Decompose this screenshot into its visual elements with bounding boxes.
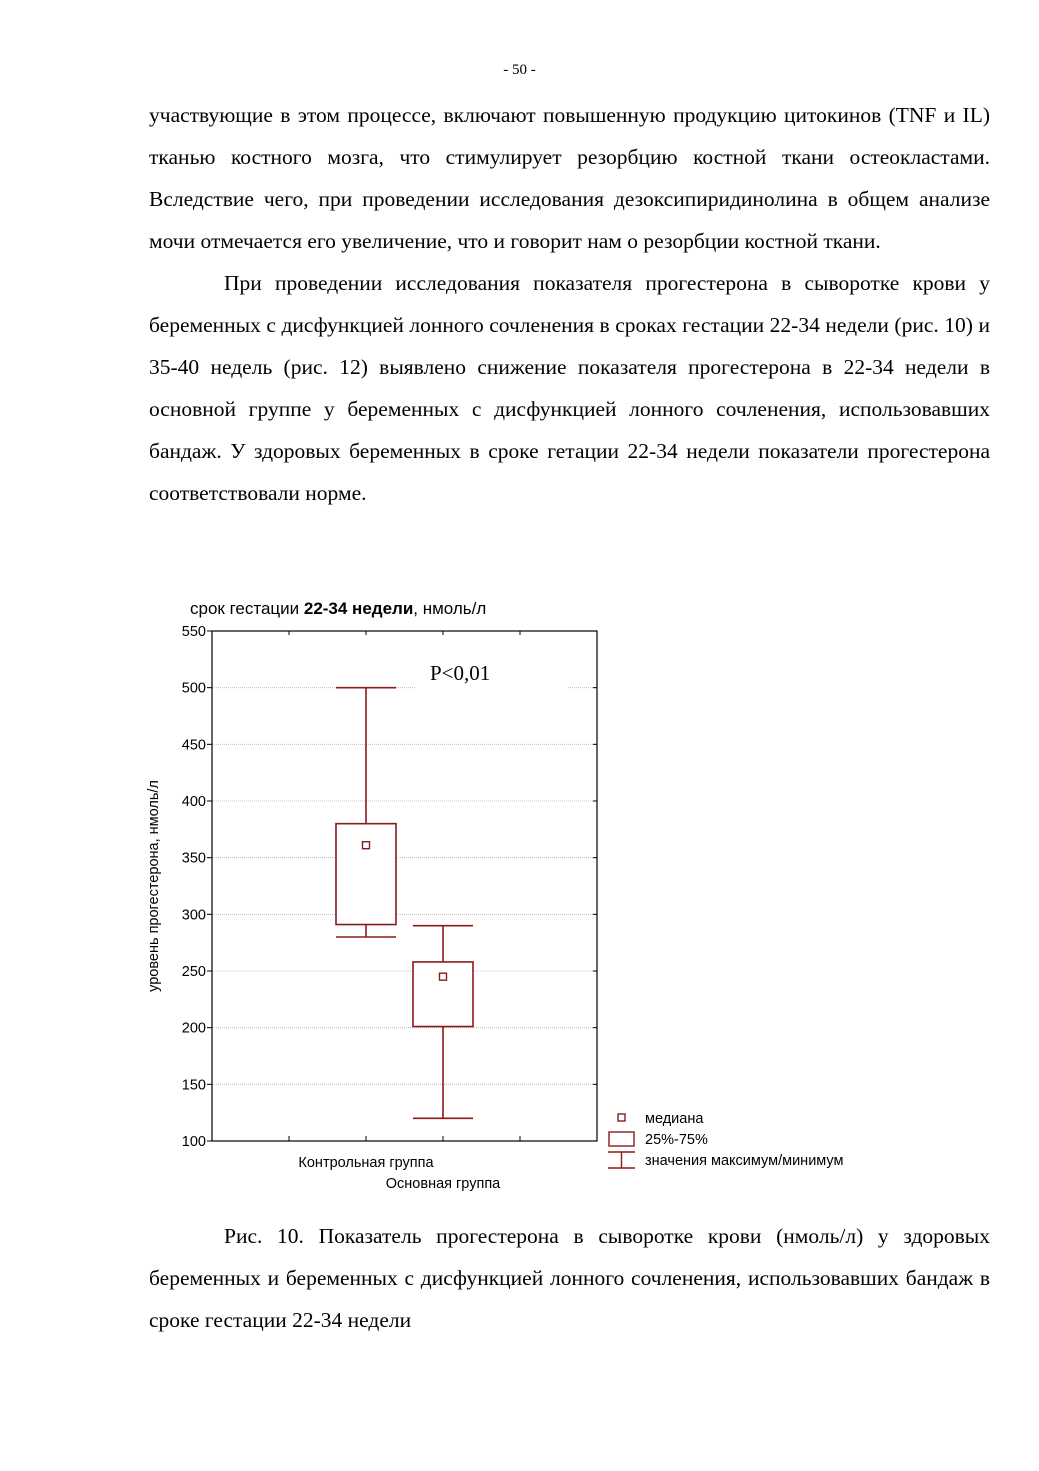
legend-label: значения максимум/минимум [645, 1153, 844, 1169]
chart-svg [130, 590, 910, 1200]
box-group [413, 926, 473, 1119]
y-tick-label: 250 [181, 964, 206, 980]
body-text [149, 94, 990, 514]
y-tick-label: 550 [181, 624, 206, 640]
p-value-annotation: P<0,01 [430, 661, 491, 685]
legend-label: 25%-75% [645, 1132, 708, 1148]
box-layer [336, 688, 473, 1119]
x-category-label: Контрольная группа [298, 1155, 434, 1171]
whisker-icon [608, 1152, 635, 1168]
box-icon-shape [609, 1132, 634, 1146]
legend [608, 1111, 843, 1169]
iqr-box [336, 824, 396, 925]
chart-title-bold: 22-34 недели [303, 599, 414, 618]
chart-title-prefix: срок гестации [190, 599, 304, 618]
y-axis-label: уровень прогестерона, нмоль/л [146, 780, 162, 992]
page-number: - 50 - [503, 62, 536, 78]
median-icon [618, 1114, 625, 1121]
y-tick-label: 150 [181, 1077, 206, 1094]
paragraph-2: При проведении исследования показателя прогестерона в сыворотке крови у беременных с дисфункцией лонного сочленения в сроках гестации 22-34 недели (рис. 10) и 35-40 недель (рис. 12) выявлено снижение показателя прогестерона в 22-34 недели в основной группе у беременных с дисфункцией лонного сочленения, использовавших бандаж. У здоровых беременных в сроке гетации 22-34 недели показатели прогестерона соответствовали норме. [149, 271, 990, 505]
y-tick-label: 350 [181, 850, 206, 867]
y-tick-label: 400 [181, 794, 206, 810]
chart-title [190, 599, 486, 618]
y-tick-label: 500 [181, 680, 206, 697]
iqr-box [413, 962, 473, 1027]
progesterone-boxplot [130, 590, 910, 1200]
y-tick-label: 300 [181, 907, 206, 924]
median-marker [363, 842, 370, 849]
box-group [336, 688, 396, 937]
legend-item [609, 1132, 708, 1148]
grid-layer [212, 688, 597, 1085]
legend-label: медиана [645, 1111, 704, 1127]
legend-item [608, 1152, 843, 1169]
chart-title-suffix: , нмоль/л [413, 599, 487, 618]
figure-caption: Рис. 10. Показатель прогестерона в сыворотке крови (нмоль/л) у здоровых беременных и беременных с дисфункцией лонного сочленения, использовавших бандаж в сроке гестации 22-34 недели [149, 1224, 990, 1332]
median-marker [440, 973, 447, 980]
box-icon [609, 1132, 634, 1146]
y-tick-label: 100 [181, 1134, 206, 1150]
legend-item [618, 1111, 704, 1127]
y-tick-label: 200 [181, 1020, 206, 1037]
x-category-label: Основная группа [385, 1176, 501, 1192]
plot-frame [212, 631, 597, 1141]
y-tick-label: 450 [181, 737, 206, 754]
paragraph-1: участвующие в этом процессе, включают повышенную продукцию цитокинов (TNF и IL) тканью костного мозга, что стимулирует резорбцию костной ткани остеокластами. Вследствие чего, при проведении исследования дезоксипиридинолина в общем анализе мочи отмечается его увеличение, что и говорит нам о резорбции костной ткани. [149, 103, 990, 253]
median-icon-shape [618, 1114, 625, 1121]
